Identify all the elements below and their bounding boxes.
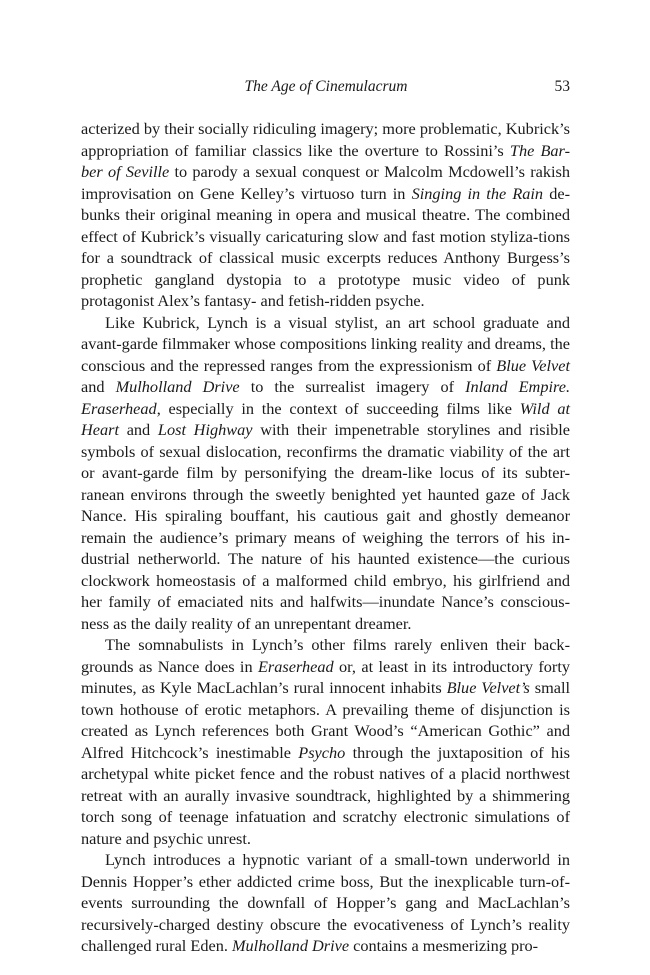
italic-title: Lost Highway xyxy=(157,420,253,439)
text-run: and xyxy=(81,377,116,396)
text-run: and xyxy=(118,420,158,439)
text-run: The somnabulists in Lynch’s other films rarely enliven their back-grounds as Nance does in xyxy=(81,635,570,676)
text-run: acterized by their socially ridiculing imagery; more problematic, Kubrick’s appropriation of familiar classics like the overture to Rossini’s xyxy=(81,119,570,160)
text-run: , especially in the context of succeeding films like xyxy=(156,398,520,418)
paragraph xyxy=(81,118,570,312)
italic-title: Eraserhead xyxy=(257,656,334,676)
italic-title: Blue Velvet’s xyxy=(446,678,530,697)
italic-title: Psycho xyxy=(298,742,346,762)
text-run: or, at least in its introductory forty minutes, as Kyle MacLachlan’s rural innocent inhabits xyxy=(81,656,570,697)
text-run: Like Kubrick, Lynch is a visual stylist, an art school graduate and avant-garde filmmaker whose compositions linking reality and dreams, the conscious and the repressed ranges from the expressionism of xyxy=(81,312,570,375)
italic-title: Inland Empire. xyxy=(465,377,571,396)
italic-title: Wild at Heart xyxy=(81,398,571,439)
running-head xyxy=(82,78,570,100)
text-run: small town hothouse of erotic metaphors. A prevailing theme of disjunction is created as Lynch references both Grant Wood’s “American Gothic” and Alfred Hitchcock’s inestimable xyxy=(81,678,570,762)
page-number: 53 xyxy=(554,78,570,95)
italic-title: Mulholland Drive xyxy=(115,377,240,396)
text-run: with their impenetrable storylines and risible symbols of sexual dislocation, reconfirms the dramatic viability of the art or avant-garde film by personifying the dream-like locus of its subter-ranean environs through the sweetly benighted yet haunted gaze of Jack Nance. His spiraling bouffant, his cautious gait and ghostly demeanor remain the audience’s primary means of weighing the terrors of his in-dustrial netherworld. The nature of his haunted existence—the curious clockwork homeostasis of a malformed child embryo, his girlfriend and her family of emaciated nits and halfwits—inundate Nance’s conscious-ness as the daily reality of an unrepentant dreamer. xyxy=(81,420,571,633)
italic-title: Singing in the Rain xyxy=(411,183,544,203)
paragraph xyxy=(81,312,570,635)
paragraph xyxy=(81,849,570,957)
running-title: The Age of Cinemulacrum xyxy=(244,78,408,95)
italic-title: The Bar-ber of Seville xyxy=(81,140,570,181)
italic-title: Eraserhead xyxy=(81,398,157,418)
text-run: contains a mesmerizing pro- xyxy=(349,936,539,955)
body-text xyxy=(81,118,570,957)
paragraph xyxy=(81,634,570,849)
italic-title: Mulholland Drive xyxy=(231,936,350,955)
text-run: Lynch introduces a hypnotic variant of a small-town underworld in Dennis Hopper’s ether addicted crime boss, But the inexplicable turn-of-events surrounding the downfall of Hopper’s gang and MacLachlan’s recursively-charged destiny obscure the evocativeness of Lynch’s reality challenged rural Eden. xyxy=(81,850,570,955)
italic-title: Blue Velvet xyxy=(496,355,570,375)
text-run: de-bunks their original meaning in opera and musical theatre. The combined effect of Kubrick’s visually caricaturing slow and fast motion styliza-tions for a soundtrack of classical music excerpts reduces Anthony Burgess’s prophetic gangland dystopia to a prototype music video of punk protagonist Alex’s fantasy- and fetish-ridden psyche. xyxy=(81,183,571,310)
text-run: to the surrealist imagery of xyxy=(239,377,466,396)
text-run: to parody a sexual conquest or Malcolm Mcdowell’s rakish improvisation on Gene Kelley’s virtuoso turn in xyxy=(81,162,570,203)
text-run: through the juxtaposition of his archetypal white picket fence and the robust natives of a placid northwest retreat with an aurally invasive soundtrack, highlighted by a shimmering torch song of teenage infatuation and scratchy electronic simulations of nature and psychic unrest. xyxy=(81,742,570,848)
